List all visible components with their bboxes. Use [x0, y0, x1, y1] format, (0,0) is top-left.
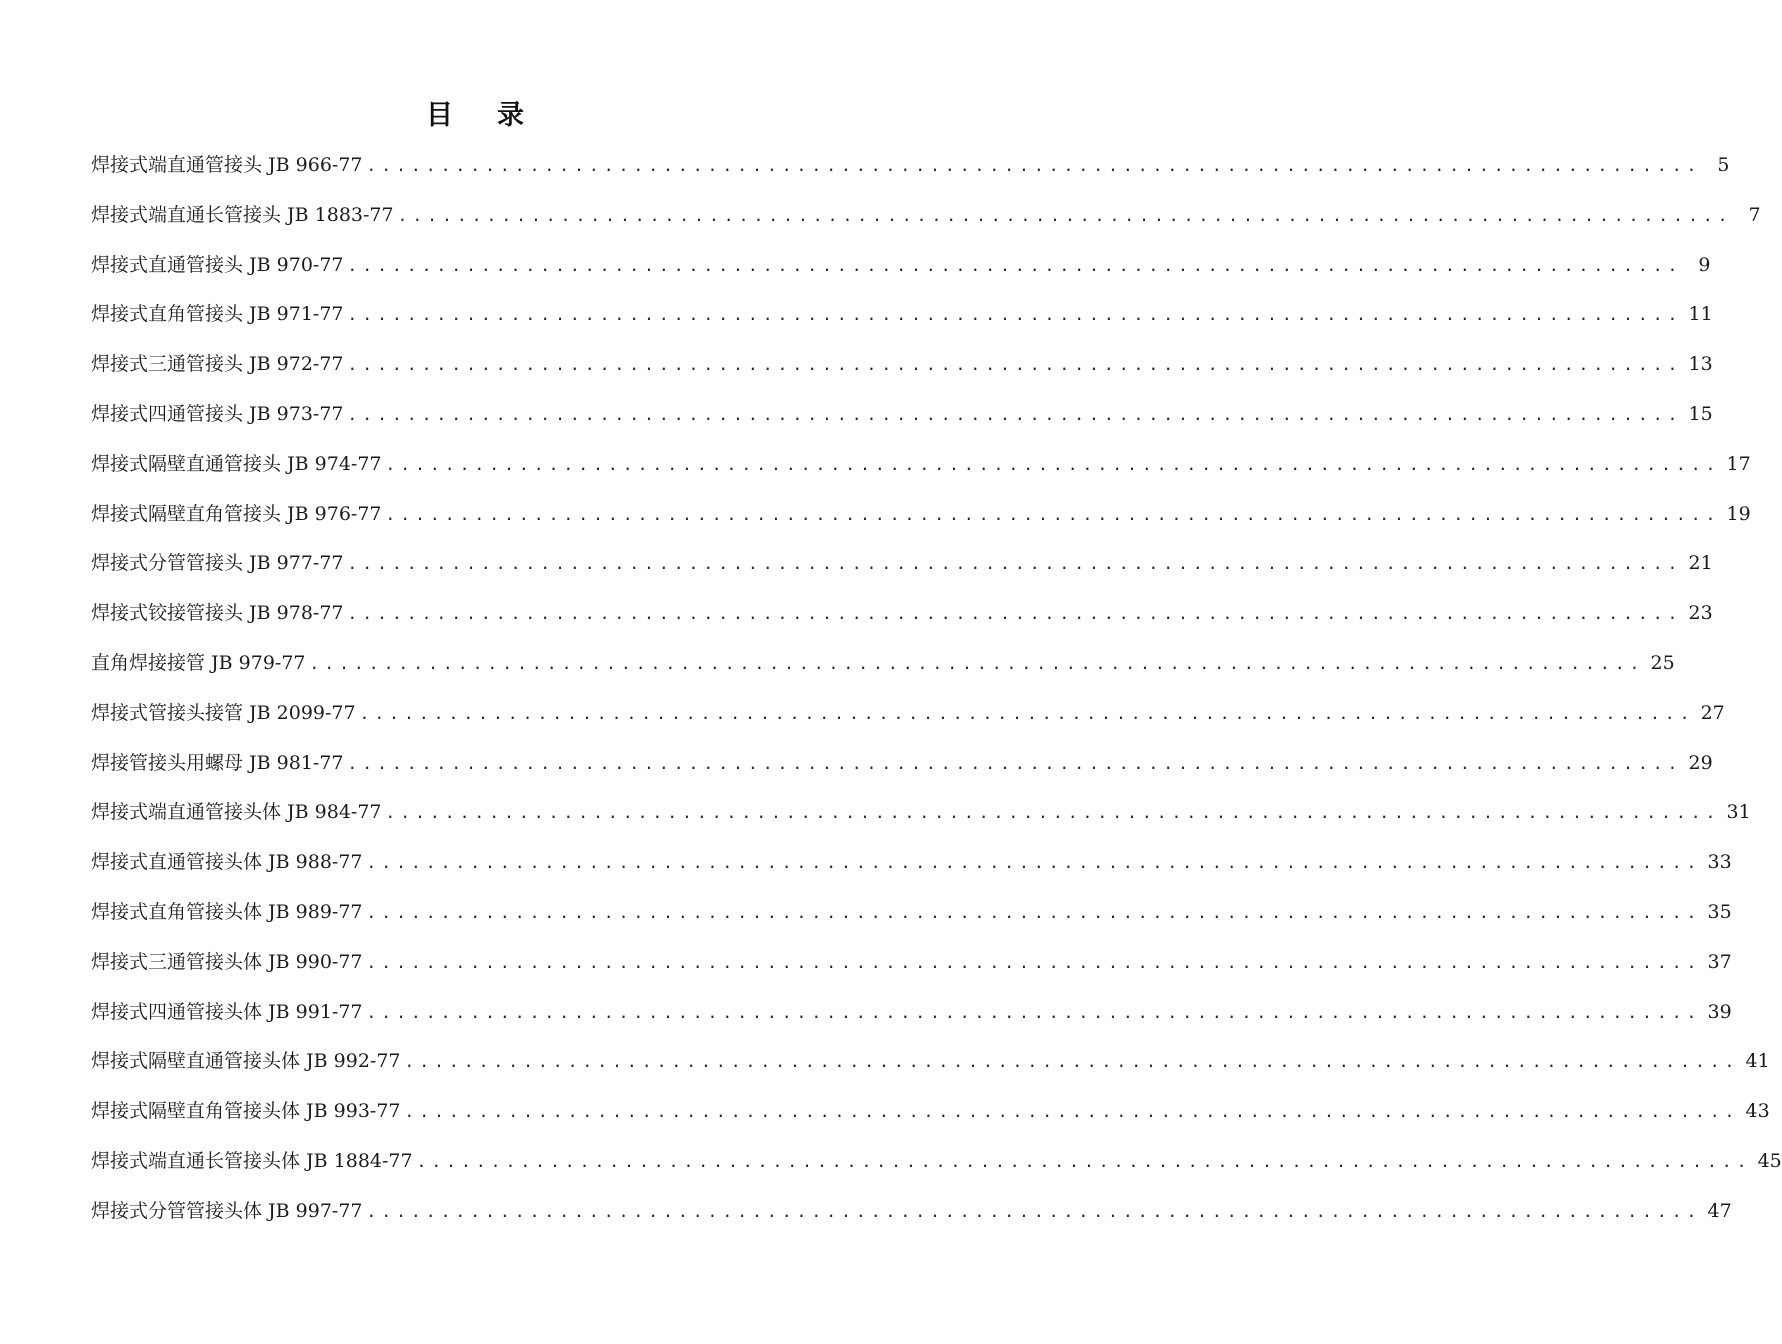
toc-leader-dots: ..........................................................................................: [385, 504, 1721, 524]
toc-entry[interactable]: [91, 290, 1713, 340]
title-char-2: 录: [497, 100, 524, 131]
toc-entry-label: 焊接式端直通管接头体 JB 984-77: [91, 801, 382, 824]
toc-entry-label: 焊接式直角管接头体 JB 989-77: [91, 900, 363, 923]
toc-page-number: 45: [1757, 1149, 1782, 1172]
toc-entry[interactable]: [91, 340, 1713, 390]
toc-entry[interactable]: [91, 988, 1732, 1038]
toc-entry[interactable]: [91, 1037, 1770, 1087]
toc-page-number: 27: [1700, 701, 1725, 724]
toc-entry-label: 焊接式四通管接头体 JB 991-77: [91, 1000, 363, 1023]
toc-entry[interactable]: [91, 1187, 1732, 1237]
toc-page-number: 33: [1707, 851, 1732, 874]
table-of-contents: [91, 141, 1782, 1237]
toc-leader-dots: ..........................................................................................: [404, 1102, 1740, 1122]
toc-entry[interactable]: [91, 1087, 1770, 1137]
toc-entry[interactable]: [91, 838, 1732, 888]
toc-leader-dots: ..........................................................................................: [347, 554, 1683, 574]
toc-entry[interactable]: [91, 141, 1730, 191]
toc-leader-dots: ..........................................................................................: [366, 853, 1702, 873]
toc-leader-dots: ..........................................................................................: [347, 604, 1683, 624]
toc-entry-label: 焊接式隔壁直通管接头体 JB 992-77: [91, 1050, 401, 1073]
toc-entry-label: 焊接式直角管接头 JB 971-77: [91, 303, 344, 326]
toc-leader-dots: ..........................................................................................: [416, 1151, 1752, 1171]
toc-page-number: 47: [1707, 1199, 1732, 1222]
toc-leader-dots: ..........................................................................................: [309, 653, 1645, 673]
toc-page-number: 21: [1688, 552, 1713, 575]
toc-page-number: 35: [1707, 900, 1732, 923]
toc-leader-dots: ..........................................................................................: [385, 454, 1721, 474]
toc-leader-dots: ..........................................................................................: [347, 753, 1683, 773]
toc-entry[interactable]: [91, 539, 1713, 589]
toc-entry-label: 焊接式直通管接头体 JB 988-77: [91, 851, 363, 874]
toc-entry-label: 焊接式端直通长管接头 JB 1883-77: [91, 203, 394, 226]
toc-entry[interactable]: [91, 938, 1732, 988]
toc-entry-label: 焊接式四通管接头 JB 973-77: [91, 402, 344, 425]
toc-leader-dots: ..........................................................................................: [404, 1052, 1740, 1072]
toc-entry-label: 焊接式直通管接头 JB 970-77: [91, 253, 344, 276]
toc-entry-label: 焊接式三通管接头体 JB 990-77: [91, 950, 363, 973]
toc-page-number: 11: [1688, 303, 1713, 326]
toc-page-number: 41: [1745, 1050, 1770, 1073]
toc-entry[interactable]: [91, 440, 1751, 490]
toc-entry[interactable]: [91, 589, 1713, 639]
toc-page-number: 37: [1707, 950, 1732, 973]
toc-entry-label: 焊接式三通管接头 JB 972-77: [91, 353, 344, 376]
toc-leader-dots: ..........................................................................................: [347, 305, 1683, 325]
toc-entry[interactable]: [91, 739, 1713, 789]
toc-entry[interactable]: [91, 1137, 1782, 1187]
toc-page-number: 13: [1688, 353, 1713, 376]
toc-page-number: 25: [1650, 651, 1675, 674]
toc-leader-dots: ..........................................................................................: [366, 902, 1702, 922]
toc-leader-dots: ..........................................................................................: [366, 1002, 1702, 1022]
toc-page-number: 7: [1748, 203, 1761, 226]
toc-entry-label: 焊接式管接头接管 JB 2099-77: [91, 701, 356, 724]
toc-page-number: 31: [1726, 801, 1751, 824]
toc-page-number: 15: [1688, 402, 1713, 425]
toc-entry[interactable]: [91, 888, 1732, 938]
toc-page-number: 39: [1707, 1000, 1732, 1023]
toc-entry-label: 焊接式分管管接头体 JB 997-77: [91, 1199, 363, 1222]
toc-entry[interactable]: [91, 639, 1675, 689]
toc-page-number: 29: [1688, 751, 1713, 774]
toc-entry-label: 焊接式端直通长管接头体 JB 1884-77: [91, 1149, 413, 1172]
toc-entry[interactable]: [91, 490, 1751, 540]
toc-page-number: 23: [1688, 602, 1713, 625]
toc-entry[interactable]: [91, 788, 1751, 838]
toc-entry-label: 焊接式隔壁直角管接头 JB 976-77: [91, 502, 382, 525]
toc-entry-label: 焊接式隔壁直通管接头 JB 974-77: [91, 452, 382, 475]
toc-entry[interactable]: [91, 689, 1725, 739]
toc-leader-dots: ..........................................................................................: [397, 205, 1733, 225]
toc-entry-label: 焊接式端直通管接头 JB 966-77: [91, 154, 363, 176]
toc-entry[interactable]: [91, 241, 1711, 291]
toc-page-number: 9: [1698, 253, 1711, 276]
toc-leader-dots: ..........................................................................................: [385, 803, 1721, 823]
toc-entry-label: 焊接式分管管接头 JB 977-77: [91, 552, 344, 575]
toc-leader-dots: ..........................................................................................: [347, 255, 1683, 275]
toc-entry[interactable]: [91, 191, 1761, 241]
toc-page-number: 43: [1745, 1100, 1770, 1123]
toc-page-number: 5: [1717, 154, 1730, 176]
toc-page-number: 19: [1726, 502, 1751, 525]
toc-leader-dots: ..........................................................................................: [366, 156, 1702, 175]
title-char-1: 目: [426, 100, 453, 131]
toc-leader-dots: ..........................................................................................: [347, 404, 1683, 424]
page-title: [0, 93, 950, 132]
toc-entry-label: 焊接式隔壁直角管接头体 JB 993-77: [91, 1100, 401, 1123]
toc-leader-dots: ..........................................................................................: [359, 703, 1695, 723]
toc-leader-dots: ..........................................................................................: [347, 355, 1683, 375]
toc-page-number: 17: [1726, 452, 1751, 475]
toc-entry-label: 焊接式铰接管接头 JB 978-77: [91, 602, 344, 625]
toc-leader-dots: ..........................................................................................: [366, 1201, 1702, 1221]
toc-entry-label: 直角焊接接管 JB 979-77: [91, 651, 306, 674]
toc-entry-label: 焊接管接头用螺母 JB 981-77: [91, 751, 344, 774]
toc-entry[interactable]: [91, 390, 1713, 440]
toc-leader-dots: ..........................................................................................: [366, 952, 1702, 972]
